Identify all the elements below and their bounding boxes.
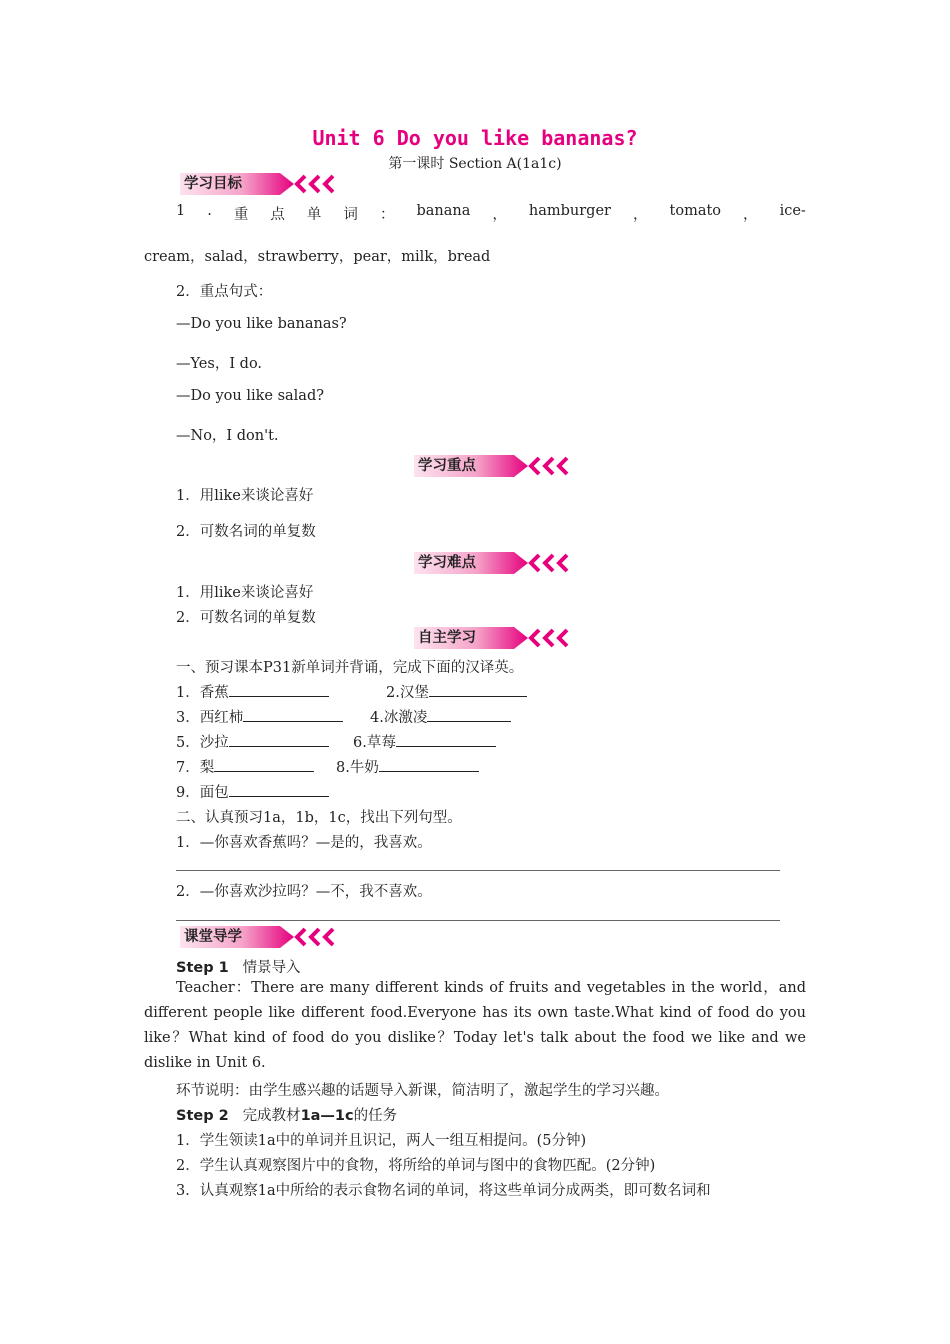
question-item: 1．—你喜欢香蕉吗？—是的，我喜欢。 <box>176 835 432 851</box>
question-item: 2．—你喜欢沙拉吗？—不，我不喜欢。 <box>176 884 432 900</box>
answer-blank[interactable] <box>429 682 527 697</box>
text-fragment: hamburger <box>528 203 611 219</box>
answer-line[interactable] <box>176 920 780 921</box>
vocab-label: 2.汉堡 <box>386 685 429 701</box>
focus-item: 2．可数名词的单复数 <box>176 524 316 540</box>
vocab-label: 9．面包 <box>176 785 229 801</box>
step-2-item: 1．学生领读1a中的单词并且识记，两人一组互相提问。(5分钟) <box>176 1133 587 1149</box>
step-title-bold: 1a—1c <box>300 1108 354 1124</box>
text-fragment: 单 <box>306 207 322 223</box>
answer-blank[interactable] <box>379 757 479 772</box>
text-fragment: ， <box>492 207 507 223</box>
text-fragment: ， <box>633 207 648 223</box>
vocab-label: 8.牛奶 <box>336 760 379 776</box>
vocab-label: 6.草莓 <box>353 735 396 751</box>
step-2-item: 2．学生认真观察图片中的食物，将所给的单词与图中的食物匹配。(2分钟) <box>176 1158 656 1174</box>
text-fragment: 重 <box>233 207 249 223</box>
answer-blank[interactable] <box>229 732 329 747</box>
section-banner-goals <box>180 173 346 195</box>
text-fragment: 点 <box>270 207 285 223</box>
text-fragment: ， <box>743 207 758 223</box>
vocab-item <box>176 756 314 777</box>
section-title: 学习重点 <box>418 458 476 474</box>
text-fragment: . <box>207 203 212 219</box>
step-2-item: 3．认真观察1a中所给的表示食物名词的单词，将这些单词分成两类，即可数名词和 <box>176 1183 711 1199</box>
answer-blank[interactable] <box>214 757 314 772</box>
vocab-item <box>176 706 343 727</box>
goals-line-2: 2．重点句式： <box>176 284 273 300</box>
vocab-label: 5．沙拉 <box>176 735 229 751</box>
answer-blank[interactable] <box>243 707 343 722</box>
section-title: 自主学习 <box>418 630 476 646</box>
answer-blank[interactable] <box>229 782 329 797</box>
vocab-item <box>176 681 329 702</box>
vocab-item <box>176 781 329 802</box>
text-fragment: banana <box>416 203 471 219</box>
dialogue-line: —Do you like salad? <box>176 388 325 404</box>
section-banner-class-guide <box>180 926 346 948</box>
section-title: 学习难点 <box>418 555 476 571</box>
step-title-post: 的任务 <box>353 1108 398 1124</box>
dialogue-line: —No，I don't. <box>176 428 279 444</box>
vocab-label: 7．梨 <box>176 760 215 776</box>
goals-line-1 <box>176 203 806 224</box>
answer-blank[interactable] <box>396 732 496 747</box>
text-fragment: ： <box>379 207 395 223</box>
section-title: 学习目标 <box>184 176 242 192</box>
vocab-label: 3．西红柿 <box>176 710 244 726</box>
section-banner-difficulty <box>414 552 580 574</box>
vocab-label: 1．香蕉 <box>176 685 229 701</box>
text-fragment: 1 <box>176 203 186 219</box>
focus-item: 1．用like来谈论喜好 <box>176 488 314 504</box>
step-title: 情景导入 <box>242 960 301 976</box>
step-2-heading <box>176 1104 397 1125</box>
dialogue-line: —Do you like bananas? <box>176 316 347 332</box>
vocab-item <box>176 731 329 752</box>
section-banner-self-study <box>414 627 580 649</box>
page-title: Unit 6 Do you like bananas? <box>312 126 638 150</box>
difficulty-item: 2．可数名词的单复数 <box>176 610 316 626</box>
step-label: Step 1 <box>176 960 229 976</box>
answer-blank[interactable] <box>427 707 511 722</box>
difficulty-item: 1．用like来谈论喜好 <box>176 585 314 601</box>
self-study-part-1: 一、预习课本P31新单词并背诵，完成下面的汉译英。 <box>176 660 524 676</box>
dialogue-line: —Yes，I do. <box>176 356 263 372</box>
step-1-text: Teacher：There are many different kinds of fruits and vegetables in the world，and different people like different food.Everyone has its own taste.What kind of food do you like？What kind of food do you dislike？Today let's talk about the food we like and we dislike in Unit 6. <box>144 980 806 1071</box>
goals-line-1-cont: cream，salad，strawberry，pear，milk，bread <box>144 249 491 265</box>
step-label: Step 2 <box>176 1108 229 1124</box>
vocab-item <box>353 731 496 752</box>
answer-line[interactable] <box>176 870 780 871</box>
self-study-part-2: 二、认真预习1a，1b，1c，找出下列句型。 <box>176 810 462 826</box>
vocab-item <box>370 706 511 727</box>
text-fragment: tomato <box>669 203 722 219</box>
section-title: 课堂导学 <box>184 929 242 945</box>
text-fragment: 词 <box>343 207 358 223</box>
vocab-label: 4.冰激凌 <box>370 710 428 726</box>
step-1-heading <box>176 956 301 977</box>
step-title-pre: 完成教材 <box>242 1108 301 1124</box>
answer-blank[interactable] <box>229 682 329 697</box>
section-banner-focus <box>414 455 580 477</box>
step-1-note: 环节说明：由学生感兴趣的话题导入新课，简洁明了，激起学生的学习兴趣。 <box>176 1083 669 1099</box>
text-fragment: ice- <box>779 203 806 219</box>
vocab-item <box>386 681 527 702</box>
vocab-item <box>336 756 479 777</box>
page-subtitle: 第一课时 Section A(1a1c) <box>388 156 562 172</box>
